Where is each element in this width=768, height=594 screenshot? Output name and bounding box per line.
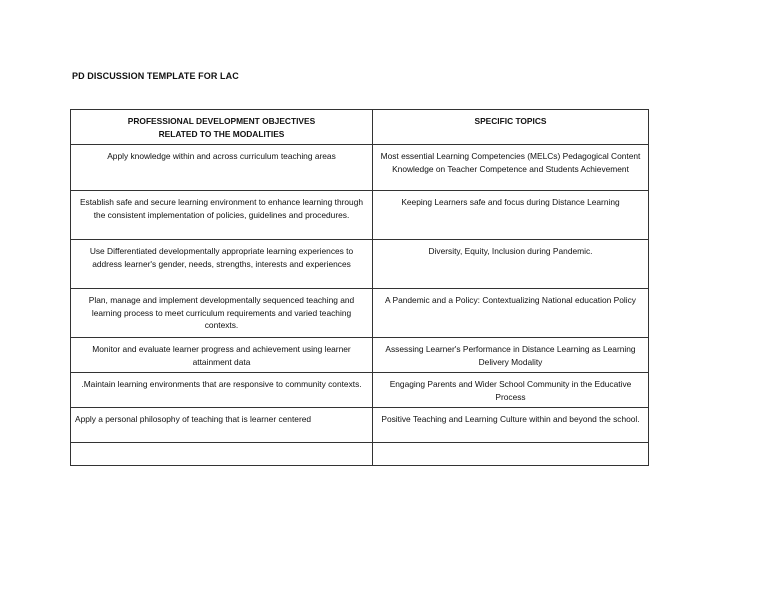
header-objectives bbox=[71, 110, 373, 145]
topic-cell: Positive Teaching and Learning Culture within and beyond the school. bbox=[373, 408, 649, 443]
topic-cell: Engaging Parents and Wider School Community in the Educative Process bbox=[373, 373, 649, 408]
objective-cell: Use Differentiated developmentally appropriate learning experiences to address learner's gender, needs, strengths, interests and experiences bbox=[71, 240, 373, 289]
table-row bbox=[71, 408, 649, 443]
table-row bbox=[71, 191, 649, 240]
table-row bbox=[71, 145, 649, 191]
header-topics-label: SPECIFIC TOPICS bbox=[474, 116, 547, 126]
objective-cell: Establish safe and secure learning environment to enhance learning through the consistent implementation of policies, guidelines and procedures. bbox=[71, 191, 373, 240]
objective-cell: Plan, manage and implement developmentally sequenced teaching and learning process to meet curriculum requirements and varied teaching contexts. bbox=[71, 289, 373, 338]
objective-cell: Monitor and evaluate learner progress and achievement using learner attainment data bbox=[71, 338, 373, 373]
topic-cell: Most essential Learning Competencies (MELCs) Pedagogical Content Knowledge on Teacher Competence and Students Achievement bbox=[373, 145, 649, 191]
topic-cell: Assessing Learner's Performance in Distance Learning as Learning Delivery Modality bbox=[373, 338, 649, 373]
topic-cell bbox=[373, 443, 649, 466]
pd-discussion-table bbox=[70, 109, 649, 466]
topic-cell: Diversity, Equity, Inclusion during Pandemic. bbox=[373, 240, 649, 289]
document-title: PD DISCUSSION TEMPLATE FOR LAC bbox=[72, 71, 239, 81]
objective-cell: Apply a personal philosophy of teaching that is learner centered bbox=[71, 408, 373, 443]
header-objectives-label: PROFESSIONAL DEVELOPMENT OBJECTIVES RELATED TO THE MODALITIES bbox=[127, 116, 316, 139]
objective-cell: Apply knowledge within and across curriculum teaching areas bbox=[71, 145, 373, 191]
header-specific-topics bbox=[373, 110, 649, 145]
table-row-empty bbox=[71, 443, 649, 466]
topic-cell: A Pandemic and a Policy: Contextualizing National education Policy bbox=[373, 289, 649, 338]
table-row bbox=[71, 373, 649, 408]
table-row bbox=[71, 338, 649, 373]
table-header-row bbox=[71, 110, 649, 145]
topic-cell: Keeping Learners safe and focus during Distance Learning bbox=[373, 191, 649, 240]
table-row bbox=[71, 240, 649, 289]
objective-cell: .Maintain learning environments that are responsive to community contexts. bbox=[71, 373, 373, 408]
objective-cell bbox=[71, 443, 373, 466]
table-row bbox=[71, 289, 649, 338]
